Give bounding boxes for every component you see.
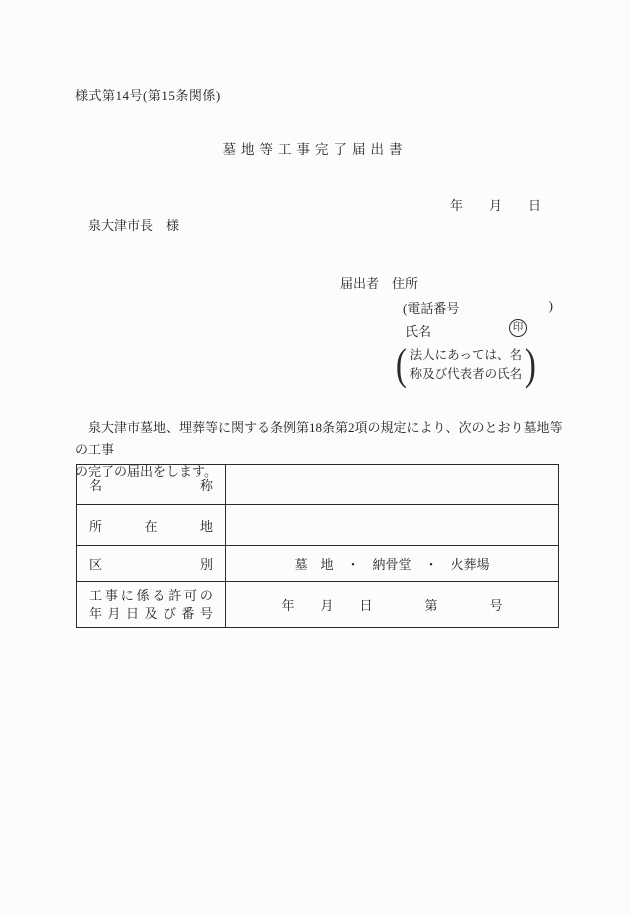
corporate-note [394, 342, 538, 388]
row-name-label-cell: 名 称 [77, 465, 226, 505]
body-line1: 泉大津市墓地、埋葬等に関する条例第18条第2項の規定により、次のとおり墓地等の工事 [75, 420, 563, 457]
corporate-note-line1: 法人にあっては、名 [409, 348, 523, 362]
date-line: 年 月 日 [450, 198, 542, 213]
row-name-value-cell [226, 465, 559, 505]
right-paren: ) [525, 340, 536, 389]
row-permit-label-cell: 工 事 に 係 る 許 可 の 年 月 日 及 び 番 号 [77, 582, 226, 628]
corporate-note-line2: 称及び代表者の氏名 [409, 367, 523, 381]
row-category-value-cell: 墓 地 ・ 納骨堂 ・ 火葬場 [226, 546, 559, 582]
declarant-label: 届出者 [340, 276, 380, 291]
addressee: 泉大津市長 様 [88, 218, 180, 233]
row-category-label-cell: 区 別 [77, 546, 226, 582]
name-label: 氏名 [405, 324, 432, 339]
table-row-location [77, 505, 559, 546]
table-row-category [77, 546, 559, 582]
body-line2: の完了の届出をします。 [75, 464, 217, 479]
declarant-line [340, 273, 418, 292]
corporate-note-text [410, 346, 523, 384]
row-location-value-cell [226, 505, 559, 546]
row-permit-value-cell: 年 月 日 第 号 [226, 582, 559, 628]
document-title: 墓地等工事完了届出書 [222, 142, 408, 157]
left-paren: ( [395, 340, 407, 389]
form-number: 様式第14号(第15条関係) [75, 88, 221, 103]
phone-close-paren: ) [548, 298, 553, 313]
phone-line [403, 298, 553, 317]
phone-label: (電話番号 [403, 301, 460, 316]
row-location-label-cell: 所 在 地 [77, 505, 226, 546]
table-row-name [77, 465, 559, 505]
address-label: 住所 [392, 276, 419, 291]
seal-mark-icon: 印 [509, 319, 527, 337]
table-row-permit [77, 582, 559, 628]
form-table [76, 464, 559, 628]
